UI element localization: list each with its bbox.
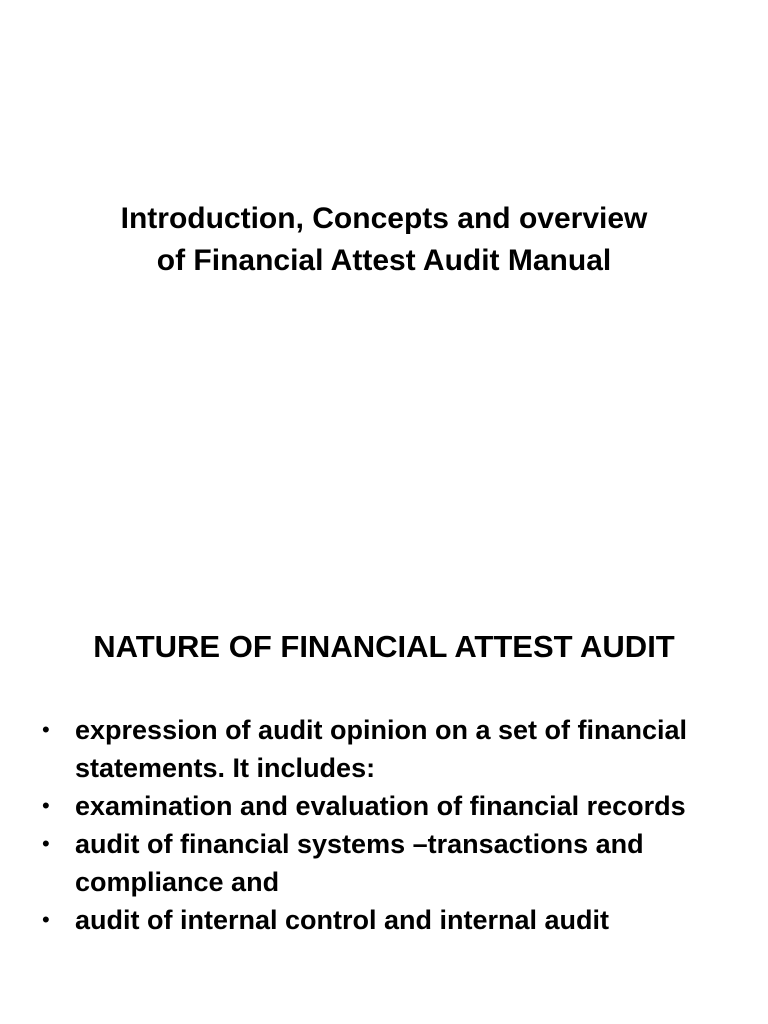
bullet-icon: • xyxy=(42,793,50,818)
bullet-text: audit of financial systems –transactions and compliance and xyxy=(75,829,644,897)
slide-1-title-line-1: Introduction, Concepts and overview xyxy=(120,202,648,235)
bullet-list xyxy=(42,711,732,939)
bullet-icon: • xyxy=(42,907,50,932)
bullet-text: examination and evaluation of financial records xyxy=(75,791,686,821)
bullet-item xyxy=(42,901,732,939)
bullet-item xyxy=(42,711,732,787)
bullet-item xyxy=(42,787,732,825)
bullet-icon: • xyxy=(42,717,50,742)
slide-2-title: NATURE OF FINANCIAL ATTEST AUDIT xyxy=(93,629,675,664)
bullet-text: audit of internal control and internal audit xyxy=(75,905,610,935)
slide-1-title xyxy=(40,198,728,282)
slide-2 xyxy=(0,512,768,1024)
bullet-icon: • xyxy=(42,831,50,856)
slide-1-title-line-2: of Financial Attest Audit Manual xyxy=(156,244,612,277)
bullet-text: expression of audit opinion on a set of financial statements. It includes: xyxy=(75,715,688,783)
bullet-item xyxy=(42,825,732,901)
